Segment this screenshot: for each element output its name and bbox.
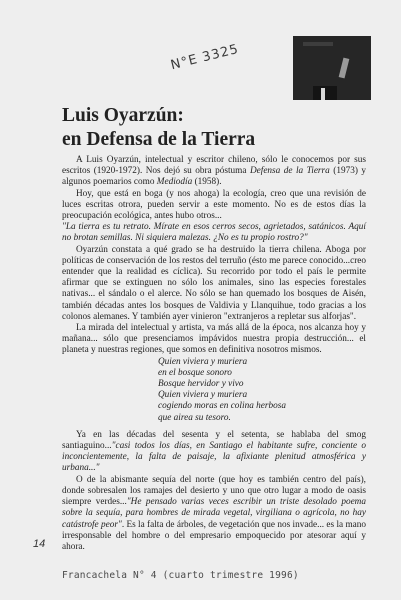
paragraph-4: La mirada del intelectual y artista, va más allá de la época, nos alcanza hoy y mañana... sólo que presenciamos impávidos nuestra propia destrucción... el planeta y nuestras regiones, que somos en definitiva nosotros mismos. (62, 323, 366, 356)
poem-line: Bosque hervidor y vivo (158, 379, 244, 390)
title-line-2: en Defensa de la Tierra (62, 129, 256, 150)
poem-line: cogiendo moras en colina herbosa (158, 401, 286, 412)
footer-citation: Francachela N° 4 (cuarto trimestre 1996) (62, 570, 299, 581)
poem-line: en el bosque sonoro (158, 367, 232, 378)
article-body (62, 155, 366, 553)
poem-line: que airea su tesoro. (158, 412, 231, 423)
paragraph-1: A Luis Oyarzún, intelectual y escritor chileno, sólo le conocemos por sus escritos (1920-1972). Nos dejó su obra póstuma Defensa de la Tierra (1973) y algunos poemarios como Mediodía (1958). (62, 155, 366, 188)
paragraph-6: O de la abismante sequía del norte (que hoy es también centro del país), donde sobresalen los ramajes del desierto y uno que otro lugar a modo de oasis siempre verdes..."He pensado varias veces escribir un triste desolado poema sobre la sequía, para hombres de mirada vegetal, virgiliana o agrícola, no hay catástrofe peor". Es la falta de árboles, de vegetación que nos invade... es la mano irresponsable del hombre o del empresario empoquecido por atesorar aquí y ahora. (62, 474, 366, 552)
poem-line: Quien viviera y muriera (158, 356, 248, 367)
quote-1: "La tierra es tu retrato. Mírate en esos cerros secos, agrietados, satánicos. Aquí no brotan semillas. Ni siquiera malezas. ¿No es tu propio rostro?" (62, 222, 366, 244)
poem-line: Quien viviera y muriera (158, 390, 248, 401)
paragraph-3: Oyarzún constata a qué grado se ha destruido la tierra chilena. Aboga por políticas de conservación de los restos del terruño (ésto me parece conocido...creo entender que la realidad es cíclica). Su recorrido por todo el país le permite afirmar que se extinguen no sólo los animales, sino las especies forestales nativas... el sándalo o el alerce. No sólo se han quemado los bosques de Aisén, también décadas antes los bosques de Valdivia y Llanquihue, todo gracias a los colonos alemanes. Y también ayer vinieron "extranjeros a repletar sus alforjas". (62, 244, 366, 322)
page-number: 14 (33, 538, 46, 550)
paragraph-5: Ya en las décadas del sesenta y el setenta, se hablaba del smog santiaguino..."casi todos los días, en Santiago el habitante sufre, conciente o inconcientemente, la falta de paisaje, la afixiante plenitud atmosférica y urbana..." (62, 429, 366, 474)
handwritten-note: N°E 3325 (169, 41, 241, 74)
paragraph-2: Hoy, que está en boga (y nos ahoga) la ecología, creo que una revisión de luces escritas otrora, pueden servir a este momento. No es de estos días la preocupación ecológica, antes hubo otros... (62, 188, 366, 222)
title-line-1: Luis Oyarzún: (62, 105, 184, 126)
article-title (62, 104, 362, 152)
photo (293, 36, 371, 100)
